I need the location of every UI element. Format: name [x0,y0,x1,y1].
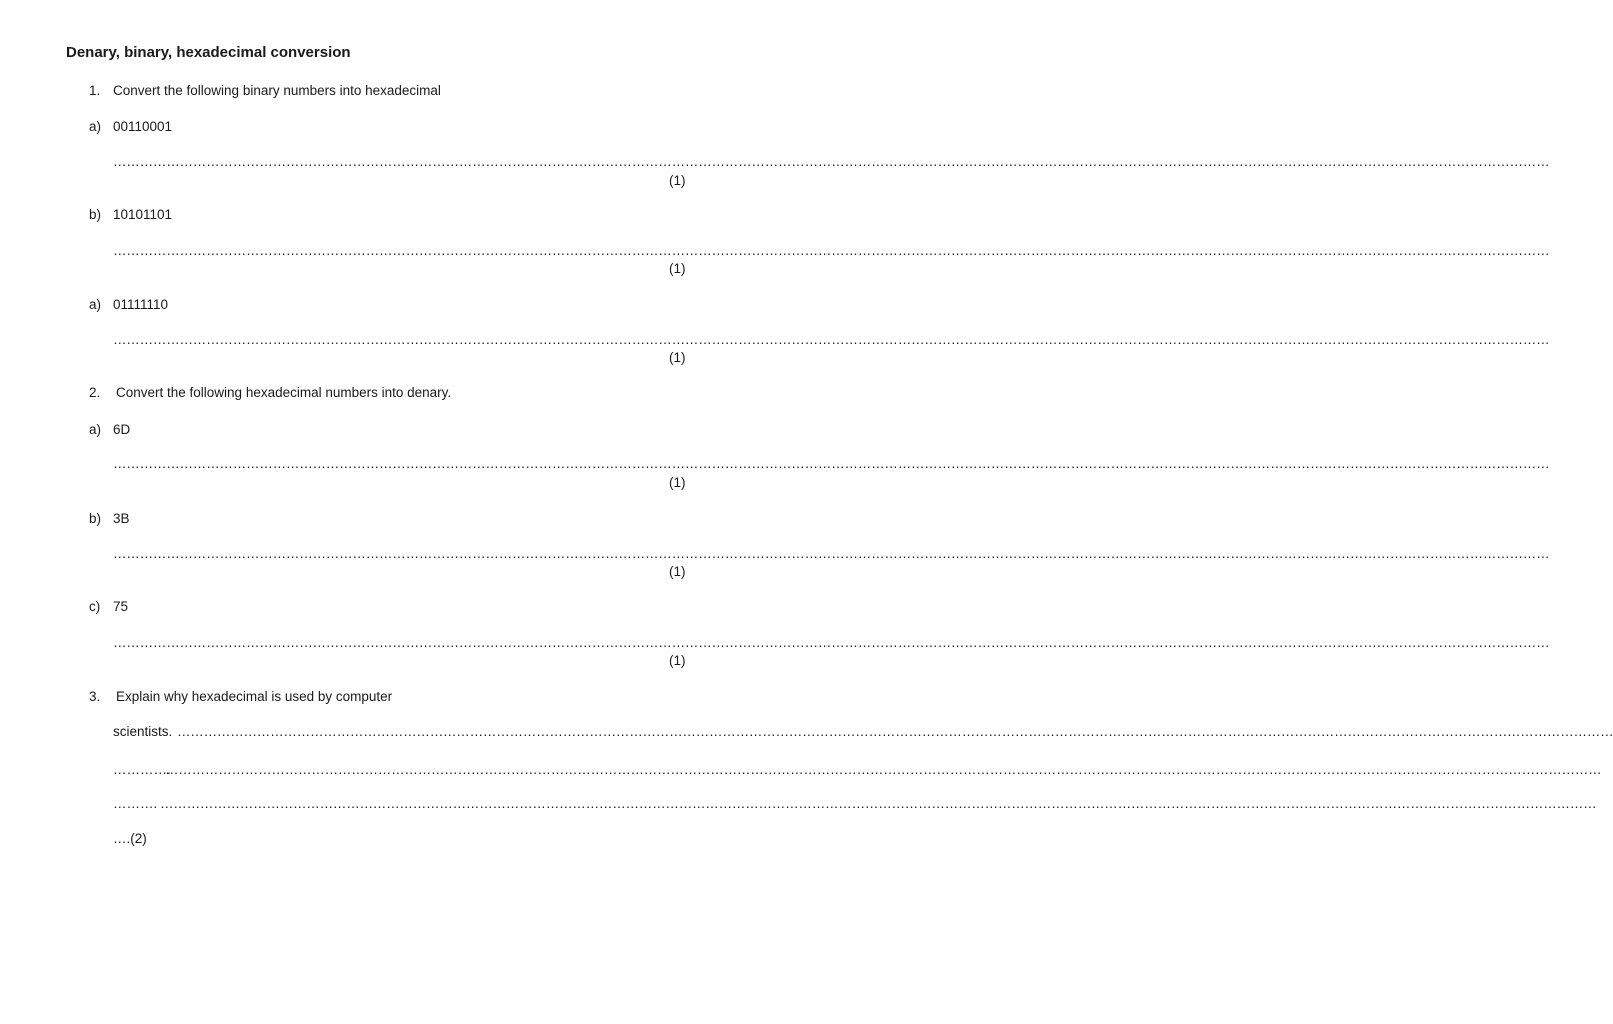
question-2-text: Convert the following hexadecimal numbers into denary. [116,385,452,400]
answer-line[interactable]: ……………………………………………………………………………………………………………………………………………………………………………………………………………………………………………………………………………………………… [113,546,1550,561]
answer-line[interactable]: ……………………………………………………………………………………………………………………………………………………………………………………………………………………………………………………………………………………………… [177,724,1613,739]
answer-line[interactable]: ……………………………………………………………………………………………………………………………………………………………………………………………………………………………………………………………………………………………… [113,154,1550,169]
q1-part-b-value: 10101101 [113,207,173,222]
q2-part-b-label: b) [89,511,102,526]
q3-line-1-prefix: scientists. [113,724,173,739]
question-1-number: 1. [89,83,101,98]
q2-part-b-value: 3B [113,511,130,526]
q2-part-c-value: 75 [113,599,129,614]
mark-allocation: (1) [669,564,686,579]
q2-part-a-value: 6D [113,422,131,437]
q2-part-a-label: a) [89,422,102,437]
answer-line[interactable]: ……………………………………………………………………………………………………………………………………………………………………………………………………………………………………………………………………………………………… [113,243,1550,258]
q1-part-a-value: 00110001 [113,119,173,134]
question-2-number: 2. [89,385,101,400]
answer-line[interactable]: ……………………………………………………………………………………………………………………………………………………………………………………………………………………………………………………………………………………………… [113,635,1550,650]
answer-line[interactable]: ……………………………………………………………………………………………………………………………………………………………………………………………………………………………………………………………………………………………… [113,332,1550,347]
q1-part-b-label: b) [89,207,102,222]
answer-line[interactable]: ……………………………………………………………………………………………………………………………………………………………………………………………………………………………………………………………………………………………… [165,762,1602,777]
q1-part-a-label: a) [89,119,102,134]
q1-part-c-label: a) [89,297,102,312]
q1-part-c-value: 01111110 [113,297,169,312]
question-3-number: 3. [89,689,101,704]
page-title: Denary, binary, hexadecimal conversion [66,44,351,61]
answer-line[interactable]: ……………………………………………………………………………………………………………………………………………………………………………………………………………………………………………………………………………………………… [113,456,1550,471]
q3-line-2-prefix: …………. [113,762,171,777]
mark-allocation: (1) [669,653,686,668]
mark-allocation: (1) [669,261,686,276]
question-1-text: Convert the following binary numbers into hexadecimal [113,83,441,98]
mark-allocation: (1) [669,475,686,490]
answer-line[interactable]: ……………………………………………………………………………………………………………………………………………………………………………………………………………………………………………………………………………………………… [160,796,1597,811]
q3-line-3-prefix: ………. [113,796,158,811]
mark-allocation: (1) [669,350,686,365]
mark-allocation: (1) [669,173,686,188]
q3-mark-allocation: ….(2) [113,831,147,846]
q2-part-c-label: c) [89,599,101,614]
question-3-text: Explain why hexadecimal is used by computer [116,689,393,704]
